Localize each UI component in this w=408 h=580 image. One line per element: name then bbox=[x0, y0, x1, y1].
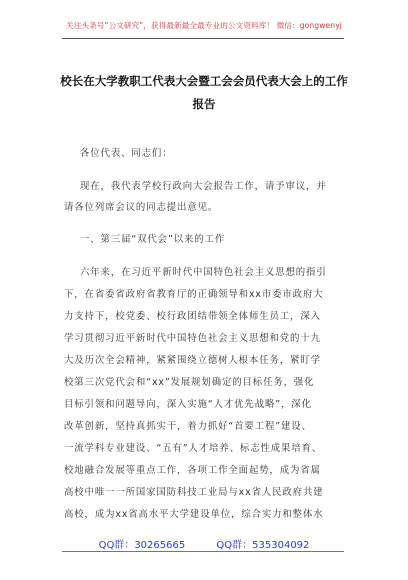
header-divider bbox=[62, 38, 344, 39]
body-line: 请各位列席会议的同志提出意见。 bbox=[64, 202, 219, 213]
body-line: 一流学科专业建设、“五有”人才培养、标志性成果培育、 bbox=[64, 443, 323, 454]
body-line: 力支持下，校党委、校行政团结带领全体师生员工，深入 bbox=[64, 311, 321, 322]
body-line: 现在，我代表学校行政向大会报告工作，请予审议，并 bbox=[80, 181, 327, 192]
body-line: 下，在省委省政府省教育厅的正确领导和xx市委市政府大 bbox=[64, 289, 324, 300]
footer-contacts bbox=[0, 536, 408, 551]
body-line: 高校，成为xx省高水平大学建设单位，综合实力和整体水 bbox=[64, 509, 324, 520]
body-line: 改革创新，坚持真抓实干，着力抓好“首要工程”建设、 bbox=[64, 421, 312, 432]
footer-divider bbox=[62, 551, 344, 552]
body-line: 目标引领和问题导向，深入实施“人才优先战略”，深化 bbox=[64, 399, 312, 410]
section-heading: 一、第三届“双代会”以来的工作 bbox=[80, 234, 226, 245]
footer-qq-group-1: QQ群：30265665 bbox=[98, 540, 186, 551]
body-line: 学习贯彻习近平新时代中国特色社会主义思想和党的十九 bbox=[64, 333, 321, 344]
body-line: 校第三次党代会和“xx”发展规划确定的目标任务，强化 bbox=[64, 377, 315, 388]
footer-qq-group-2: QQ群：535304092 bbox=[216, 540, 310, 551]
body-line: 校地融合发展等重点工作，各项工作全面起势，成为省属 bbox=[64, 465, 321, 476]
header-note: 关注头条号“公文研究”，获得最新最全最专业的公文资料库！ 微信：gongwenyj bbox=[66, 21, 342, 30]
document-title-line-1: 校长在大学教职工代表大会暨工会会员代表大会上的工作 bbox=[60, 74, 348, 88]
body-line: 高校中唯一一所国家国防科技工业局与xx省人民政府共建 bbox=[64, 487, 324, 498]
body-line: 六年来，在习近平新时代中国特色社会主义思想的指引 bbox=[80, 267, 327, 278]
salutation: 各位代表、同志们： bbox=[80, 148, 173, 159]
document-title-line-2: 报告 bbox=[192, 97, 216, 111]
body-line: 大及历次全会精神，紧紧围绕立德树人根本任务，紧盯学 bbox=[64, 355, 321, 366]
